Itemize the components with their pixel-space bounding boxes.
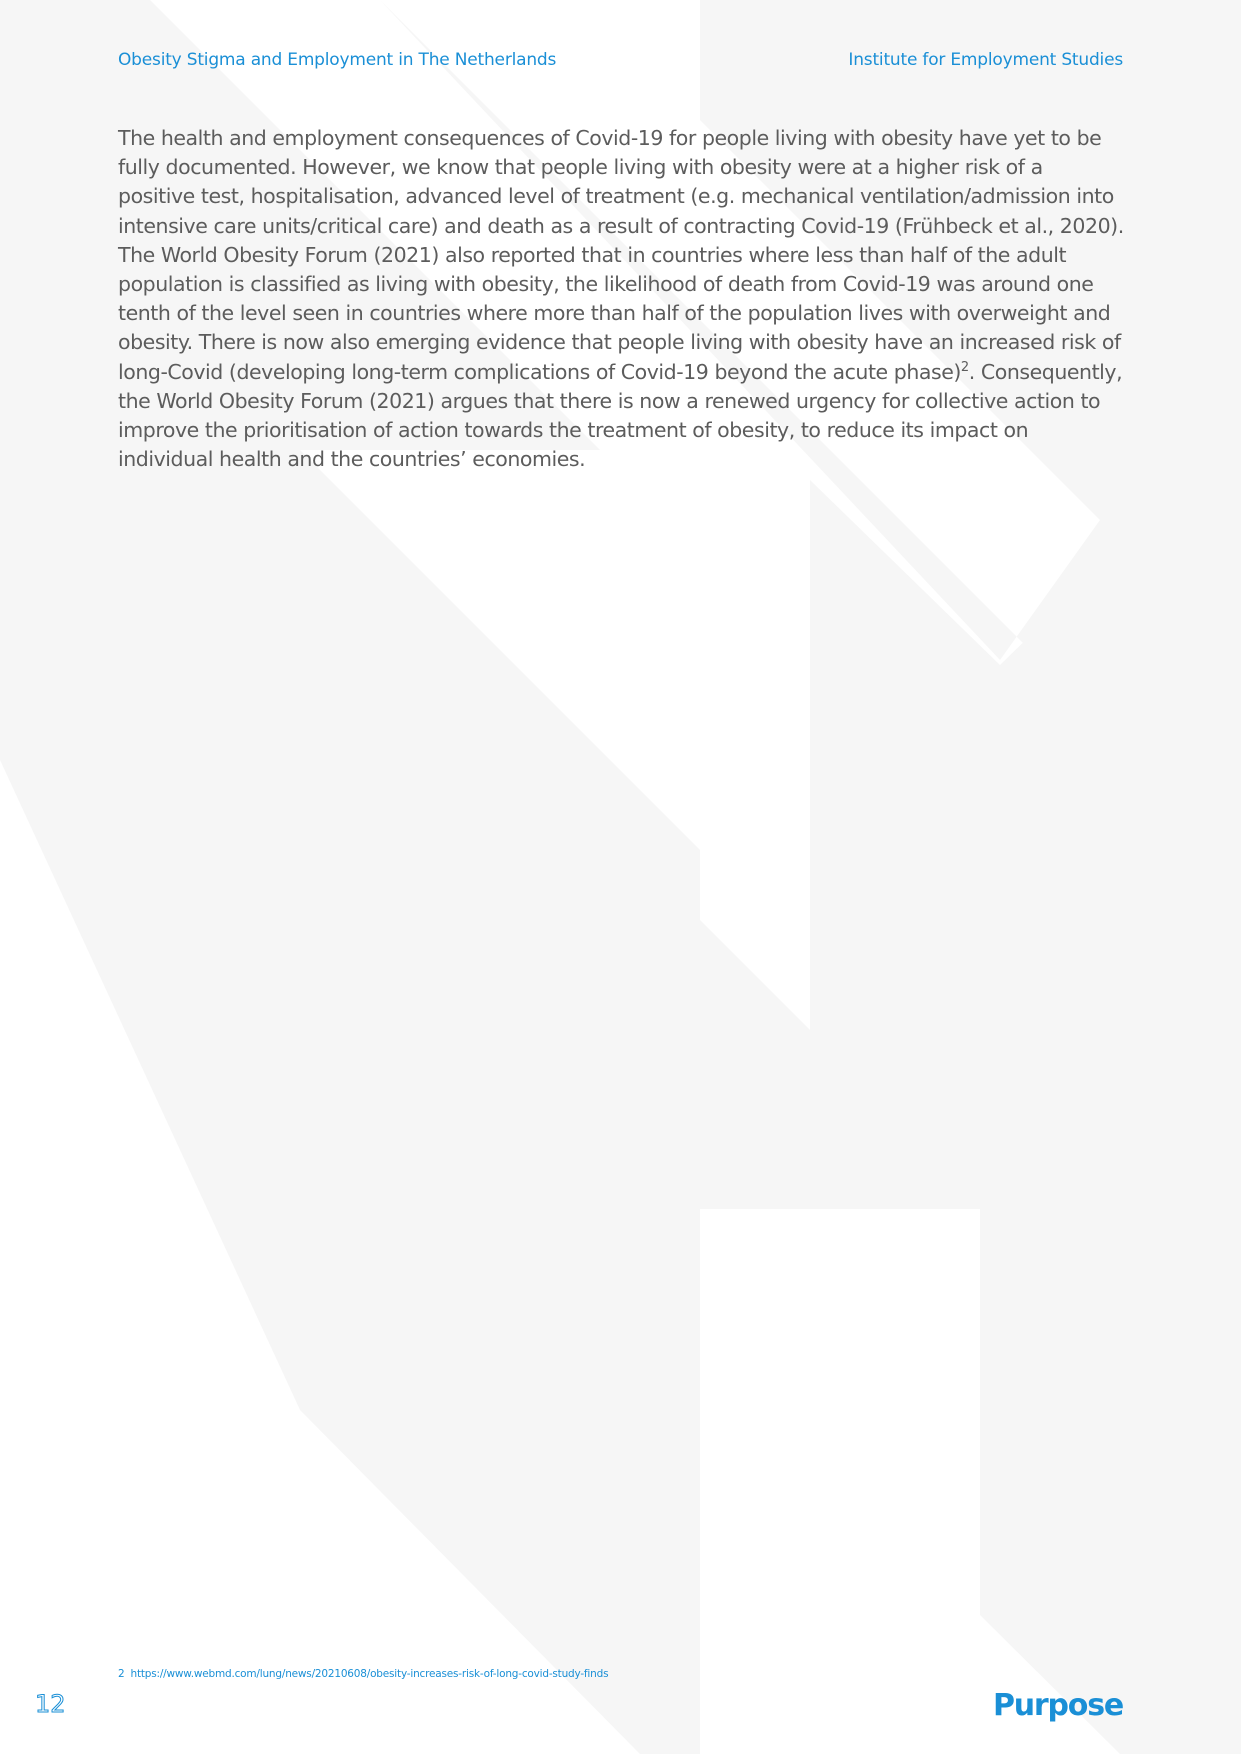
purpose-logo: Purpose: [992, 1688, 1123, 1723]
footnote-number: 2: [118, 1668, 125, 1680]
document-title-header: Obesity Stigma and Employment in The Netherlands: [118, 50, 557, 70]
page-number: 12: [35, 1690, 66, 1718]
paragraph-text-part-1: The health and employment consequences of Covid-19 for people living with obesity have yet to be fully documented. However, we know that people living with obesity were at a higher risk of a positive test, hospitalisation, advanced level of treatment (e.g. mechanical ventilation/admission into intensive care units/critical care) and death as a result of contracting Covid-19 (Frühbeck et al., 2020). The World Obesity Forum (2021) also reported that in countries where less than half of the adult population is classified as living with obesity, the likelihood of death from Covid-19 was around one tenth of the level seen in countries where more than half of the population lives with overweight and obesity. There is now also emerging evidence that people living with obesity have an increased risk of long-Covid (developing long-term complications of Covid-19 beyond the acute phase): [118, 126, 1124, 384]
paragraph-text-part-2: . Consequently, the World Obesity Forum (2021) argues that there is now a renewed urgency for collective action to improve the prioritisation of action towards the treatment of obesity, to reduce its impact on individual health and the countries’ economies.: [118, 359, 1123, 472]
footnote: [118, 1668, 608, 1680]
body-paragraph: [118, 124, 1124, 474]
footnote-link[interactable]: https://www.webmd.com/lung/news/20210608/obesity-increases-risk-of-long-covid-study-finds: [130, 1668, 609, 1680]
footnote-reference[interactable]: 2: [960, 359, 969, 375]
organization-header: Institute for Employment Studies: [848, 50, 1123, 70]
